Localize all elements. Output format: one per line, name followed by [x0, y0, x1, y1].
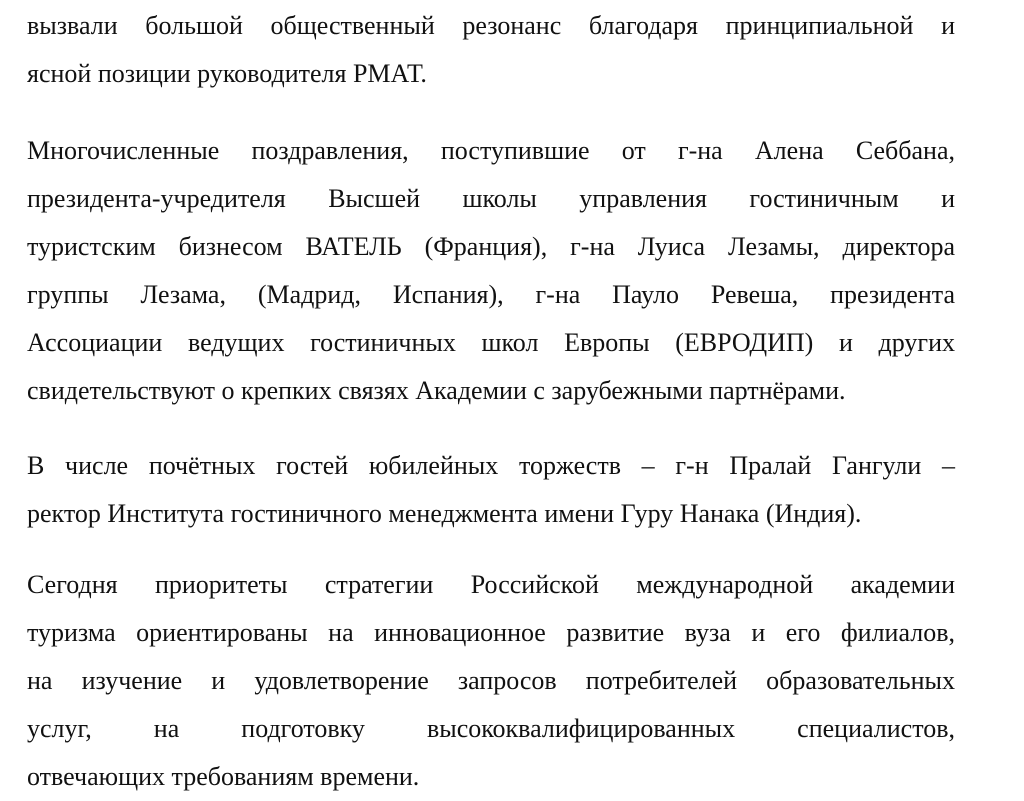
text-line: туризма ориентированы на инновационное развитие вуза и его филиалов, [27, 618, 955, 647]
paragraph-strategy-priorities [27, 561, 955, 801]
text-line: Ассоциации ведущих гостиничных школ Европы (ЕВРОДИП) и других [27, 328, 955, 357]
text-line: туристским бизнесом ВАТЕЛЬ (Франция), г-на Луиса Лезамы, директора [27, 232, 955, 261]
text-line: на изучение и удовлетворение запросов потребителей образовательных [27, 666, 955, 695]
text-line: Сегодня приоритеты стратегии Российской международной академии [27, 570, 955, 599]
text-line: отвечающих требованиям времени. [27, 762, 420, 791]
text-line: ректор Института гостиничного менеджмента имени Гуру Нанака (Индия). [27, 499, 862, 528]
text-line: вызвали большой общественный резонанс благодаря принципиальной и [27, 11, 955, 40]
text-line: группы Лезама, (Мадрид, Испания), г-на Пауло Ревеша, президента [27, 280, 955, 309]
text-line: президента-учредителя Высшей школы управления гостиничным и [27, 184, 955, 213]
text-line: свидетельствуют о крепких связях Академии с зарубежными партнёрами. [27, 376, 846, 405]
text-line: ясной позиции руководителя РМАТ. [27, 59, 427, 88]
text-line: В числе почётных гостей юбилейных торжеств – г-н Пралай Гангули – [27, 451, 955, 480]
paragraph-honored-guests [27, 442, 955, 538]
paragraph-continuation [27, 2, 955, 98]
paragraph-congratulations [27, 127, 955, 415]
text-line: Многочисленные поздравления, поступившие от г-на Алена Себбана, [27, 136, 955, 165]
text-line: услуг, на подготовку высококвалифицированных специалистов, [27, 714, 955, 743]
